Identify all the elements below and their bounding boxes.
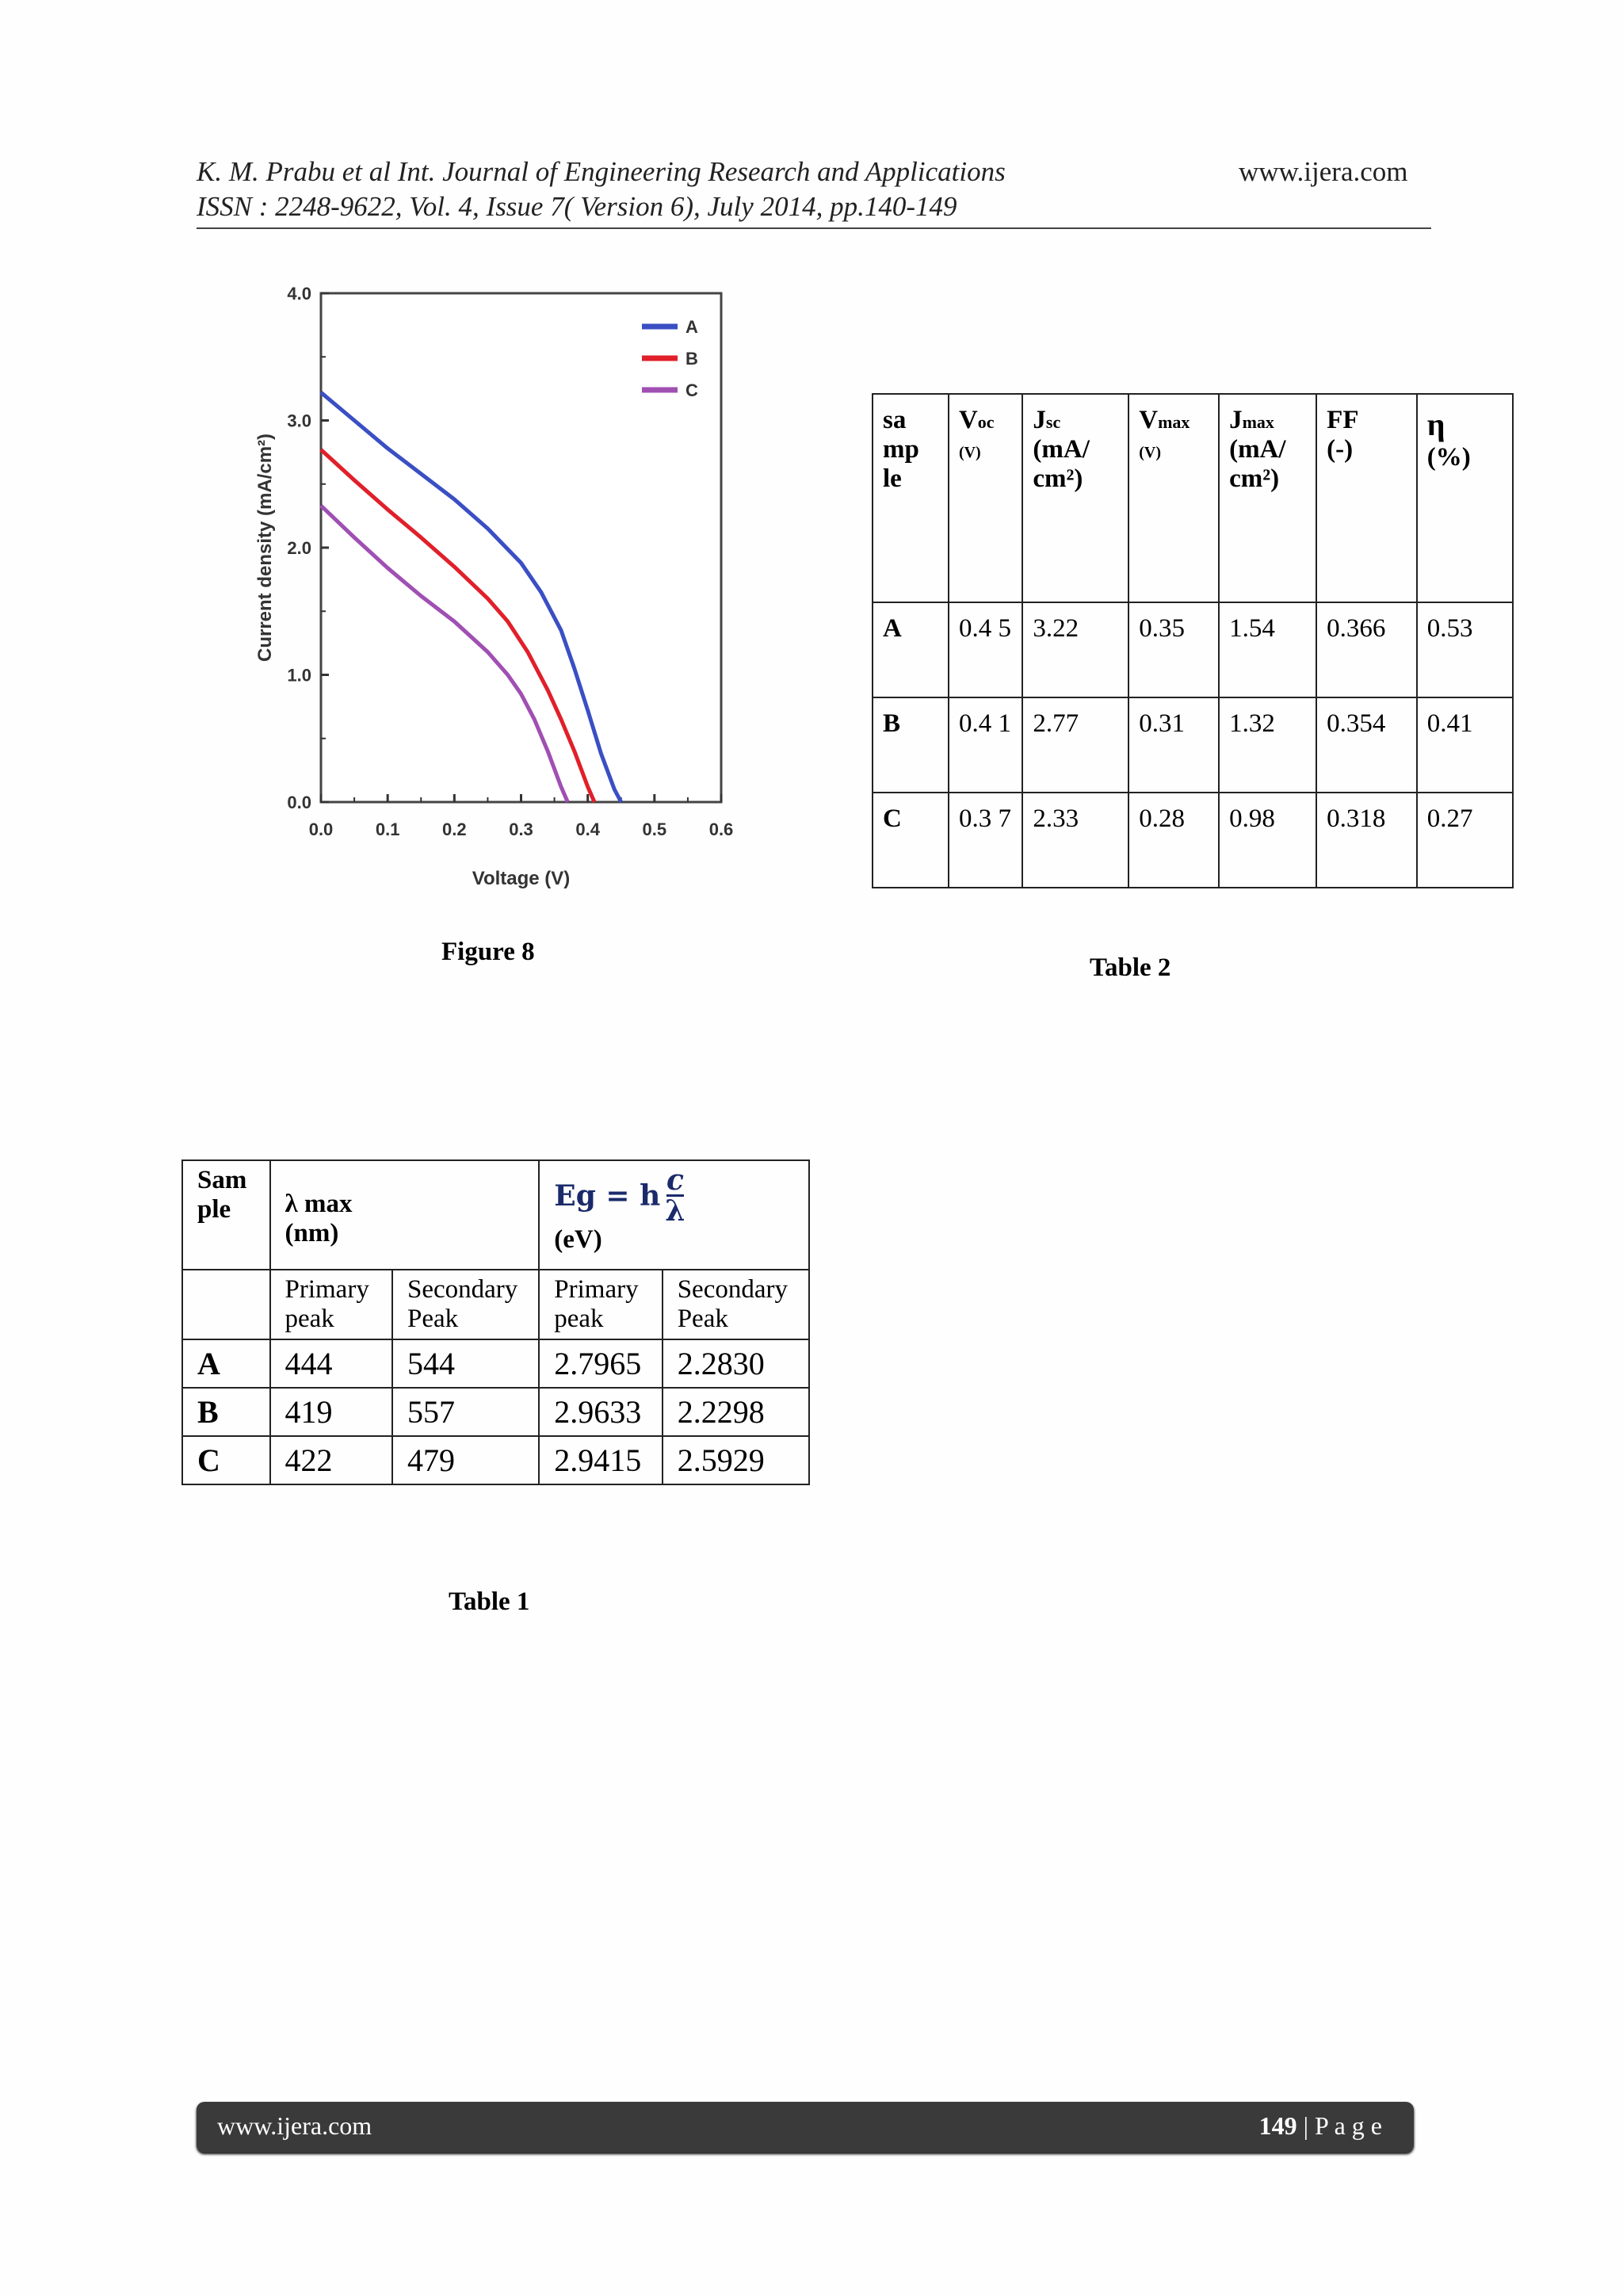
x-tick-label: 0.6 — [708, 819, 734, 839]
t2-cell-ff: 0.366 — [1316, 602, 1417, 697]
table-row — [873, 602, 1513, 697]
y-tick-label: 3.0 — [287, 411, 311, 431]
t1-cell-l1: 422 — [270, 1436, 393, 1484]
x-tick-label: 0.2 — [442, 819, 467, 839]
y-tick-label: 2.0 — [287, 538, 311, 558]
t1-cell-sample: B — [182, 1388, 270, 1436]
t2-h-jsc: Jsc (mA/ cm²) — [1022, 394, 1128, 602]
table1-header-row — [182, 1160, 809, 1270]
footer-url: www.ijera.com — [217, 2111, 372, 2140]
header-url: www.ijera.com — [1239, 156, 1408, 187]
table2 — [872, 393, 1514, 888]
table1-subheader-row — [182, 1270, 809, 1339]
x-tick-label: 0.1 — [375, 819, 400, 839]
legend-label-B: B — [685, 349, 698, 369]
t2-cell-vmax: 0.35 — [1128, 602, 1219, 697]
table-row — [182, 1436, 809, 1484]
x-tick-label: 0.3 — [509, 819, 533, 839]
table-row — [873, 697, 1513, 793]
t2-cell-eta: 0.27 — [1417, 793, 1513, 888]
t2-cell-vmax: 0.31 — [1128, 697, 1219, 793]
t2-h-voc: Voc (V) — [949, 394, 1022, 602]
t2-cell-voc: 0.4 5 — [949, 602, 1022, 697]
t1-cell-l1: 419 — [270, 1388, 393, 1436]
t1-cell-e2: 2.2830 — [663, 1339, 809, 1388]
t2-cell-ff: 0.318 — [1316, 793, 1417, 888]
t2-cell-vmax: 0.28 — [1128, 793, 1219, 888]
y-tick-label: 0.0 — [287, 793, 311, 812]
table-row — [182, 1388, 809, 1436]
t1-sub-primary-nm: Primary peak — [270, 1270, 393, 1339]
t1-cell-sample: C — [182, 1436, 270, 1484]
t2-cell-eta: 0.41 — [1417, 697, 1513, 793]
x-tick-label: 0.4 — [575, 819, 600, 839]
t1-cell-e2: 2.5929 — [663, 1436, 809, 1484]
t1-cell-sample: A — [182, 1339, 270, 1388]
t2-cell-sample: C — [873, 793, 949, 888]
plot-frame — [321, 293, 721, 802]
x-tick-label: 0.5 — [642, 819, 667, 839]
x-tick-label: 0.0 — [308, 819, 334, 839]
table2-header-row — [873, 394, 1513, 602]
t2-h-vmax: Vmax (V) — [1128, 394, 1219, 602]
t2-h-sample: sa mp le — [873, 394, 949, 602]
iv-curve-chart — [238, 269, 745, 904]
t1-cell-l2: 544 — [392, 1339, 539, 1388]
t2-h-ff: FF (-) — [1316, 394, 1417, 602]
header-issn-line: ISSN : 2248-9622, Vol. 4, Issue 7( Version 6), July 2014, pp.140-149 — [197, 191, 957, 222]
t1-h-eg: Eg = h c λ (eV) — [539, 1160, 809, 1270]
t2-cell-voc: 0.4 1 — [949, 697, 1022, 793]
eg-formula: Eg = h c λ — [554, 1163, 685, 1228]
t2-cell-jmax: 0.98 — [1219, 793, 1316, 888]
legend-label-A: A — [685, 317, 698, 337]
t1-cell-e2: 2.2298 — [663, 1388, 809, 1436]
page-footer — [197, 2102, 1414, 2153]
t2-cell-jmax: 1.32 — [1219, 697, 1316, 793]
t1-sub-secondary-ev: Secondary Peak — [663, 1270, 809, 1339]
t2-h-eta: η (%) — [1417, 394, 1513, 602]
table1-caption: Table 1 — [449, 1587, 530, 1616]
y-axis-label: Current density (mA/cm²) — [254, 433, 276, 663]
t2-h-jmax: Jmax (mA/ cm²) — [1219, 394, 1316, 602]
header-rule — [197, 227, 1431, 229]
t1-sub-empty — [182, 1270, 270, 1339]
t1-cell-l1: 444 — [270, 1339, 393, 1388]
t2-cell-jsc: 2.77 — [1022, 697, 1128, 793]
t1-cell-e1: 2.7965 — [539, 1339, 662, 1388]
legend-label-C: C — [685, 380, 698, 400]
y-tick-label: 1.0 — [287, 665, 311, 686]
header-journal-line: K. M. Prabu et al Int. Journal of Engineering Research and Applications — [197, 156, 1006, 187]
table2-caption: Table 2 — [1090, 953, 1171, 982]
t2-cell-voc: 0.3 7 — [949, 793, 1022, 888]
t2-cell-jmax: 1.54 — [1219, 602, 1316, 697]
t1-h-sample: Sam ple — [182, 1160, 270, 1270]
x-axis-label: Voltage (V) — [472, 868, 571, 889]
t1-sub-primary-ev: Primary peak — [539, 1270, 662, 1339]
t1-sub-secondary-nm: Secondary Peak — [392, 1270, 539, 1339]
t1-cell-e1: 2.9633 — [539, 1388, 662, 1436]
t2-cell-jsc: 3.22 — [1022, 602, 1128, 697]
table-row — [873, 793, 1513, 888]
t2-cell-sample: A — [873, 602, 949, 697]
table1 — [181, 1159, 810, 1485]
t2-cell-eta: 0.53 — [1417, 602, 1513, 697]
t2-cell-ff: 0.354 — [1316, 697, 1417, 793]
t1-cell-l2: 557 — [392, 1388, 539, 1436]
t1-cell-l2: 479 — [392, 1436, 539, 1484]
t1-h-lambda: λ max (nm) — [270, 1160, 540, 1270]
y-tick-label: 4.0 — [287, 284, 311, 304]
t2-cell-sample: B — [873, 697, 949, 793]
figure-caption: Figure 8 — [441, 938, 535, 966]
footer-page: 149 | P a g e — [1258, 2111, 1382, 2140]
table-row — [182, 1339, 809, 1388]
t2-cell-jsc: 2.33 — [1022, 793, 1128, 888]
t1-cell-e1: 2.9415 — [539, 1436, 662, 1484]
